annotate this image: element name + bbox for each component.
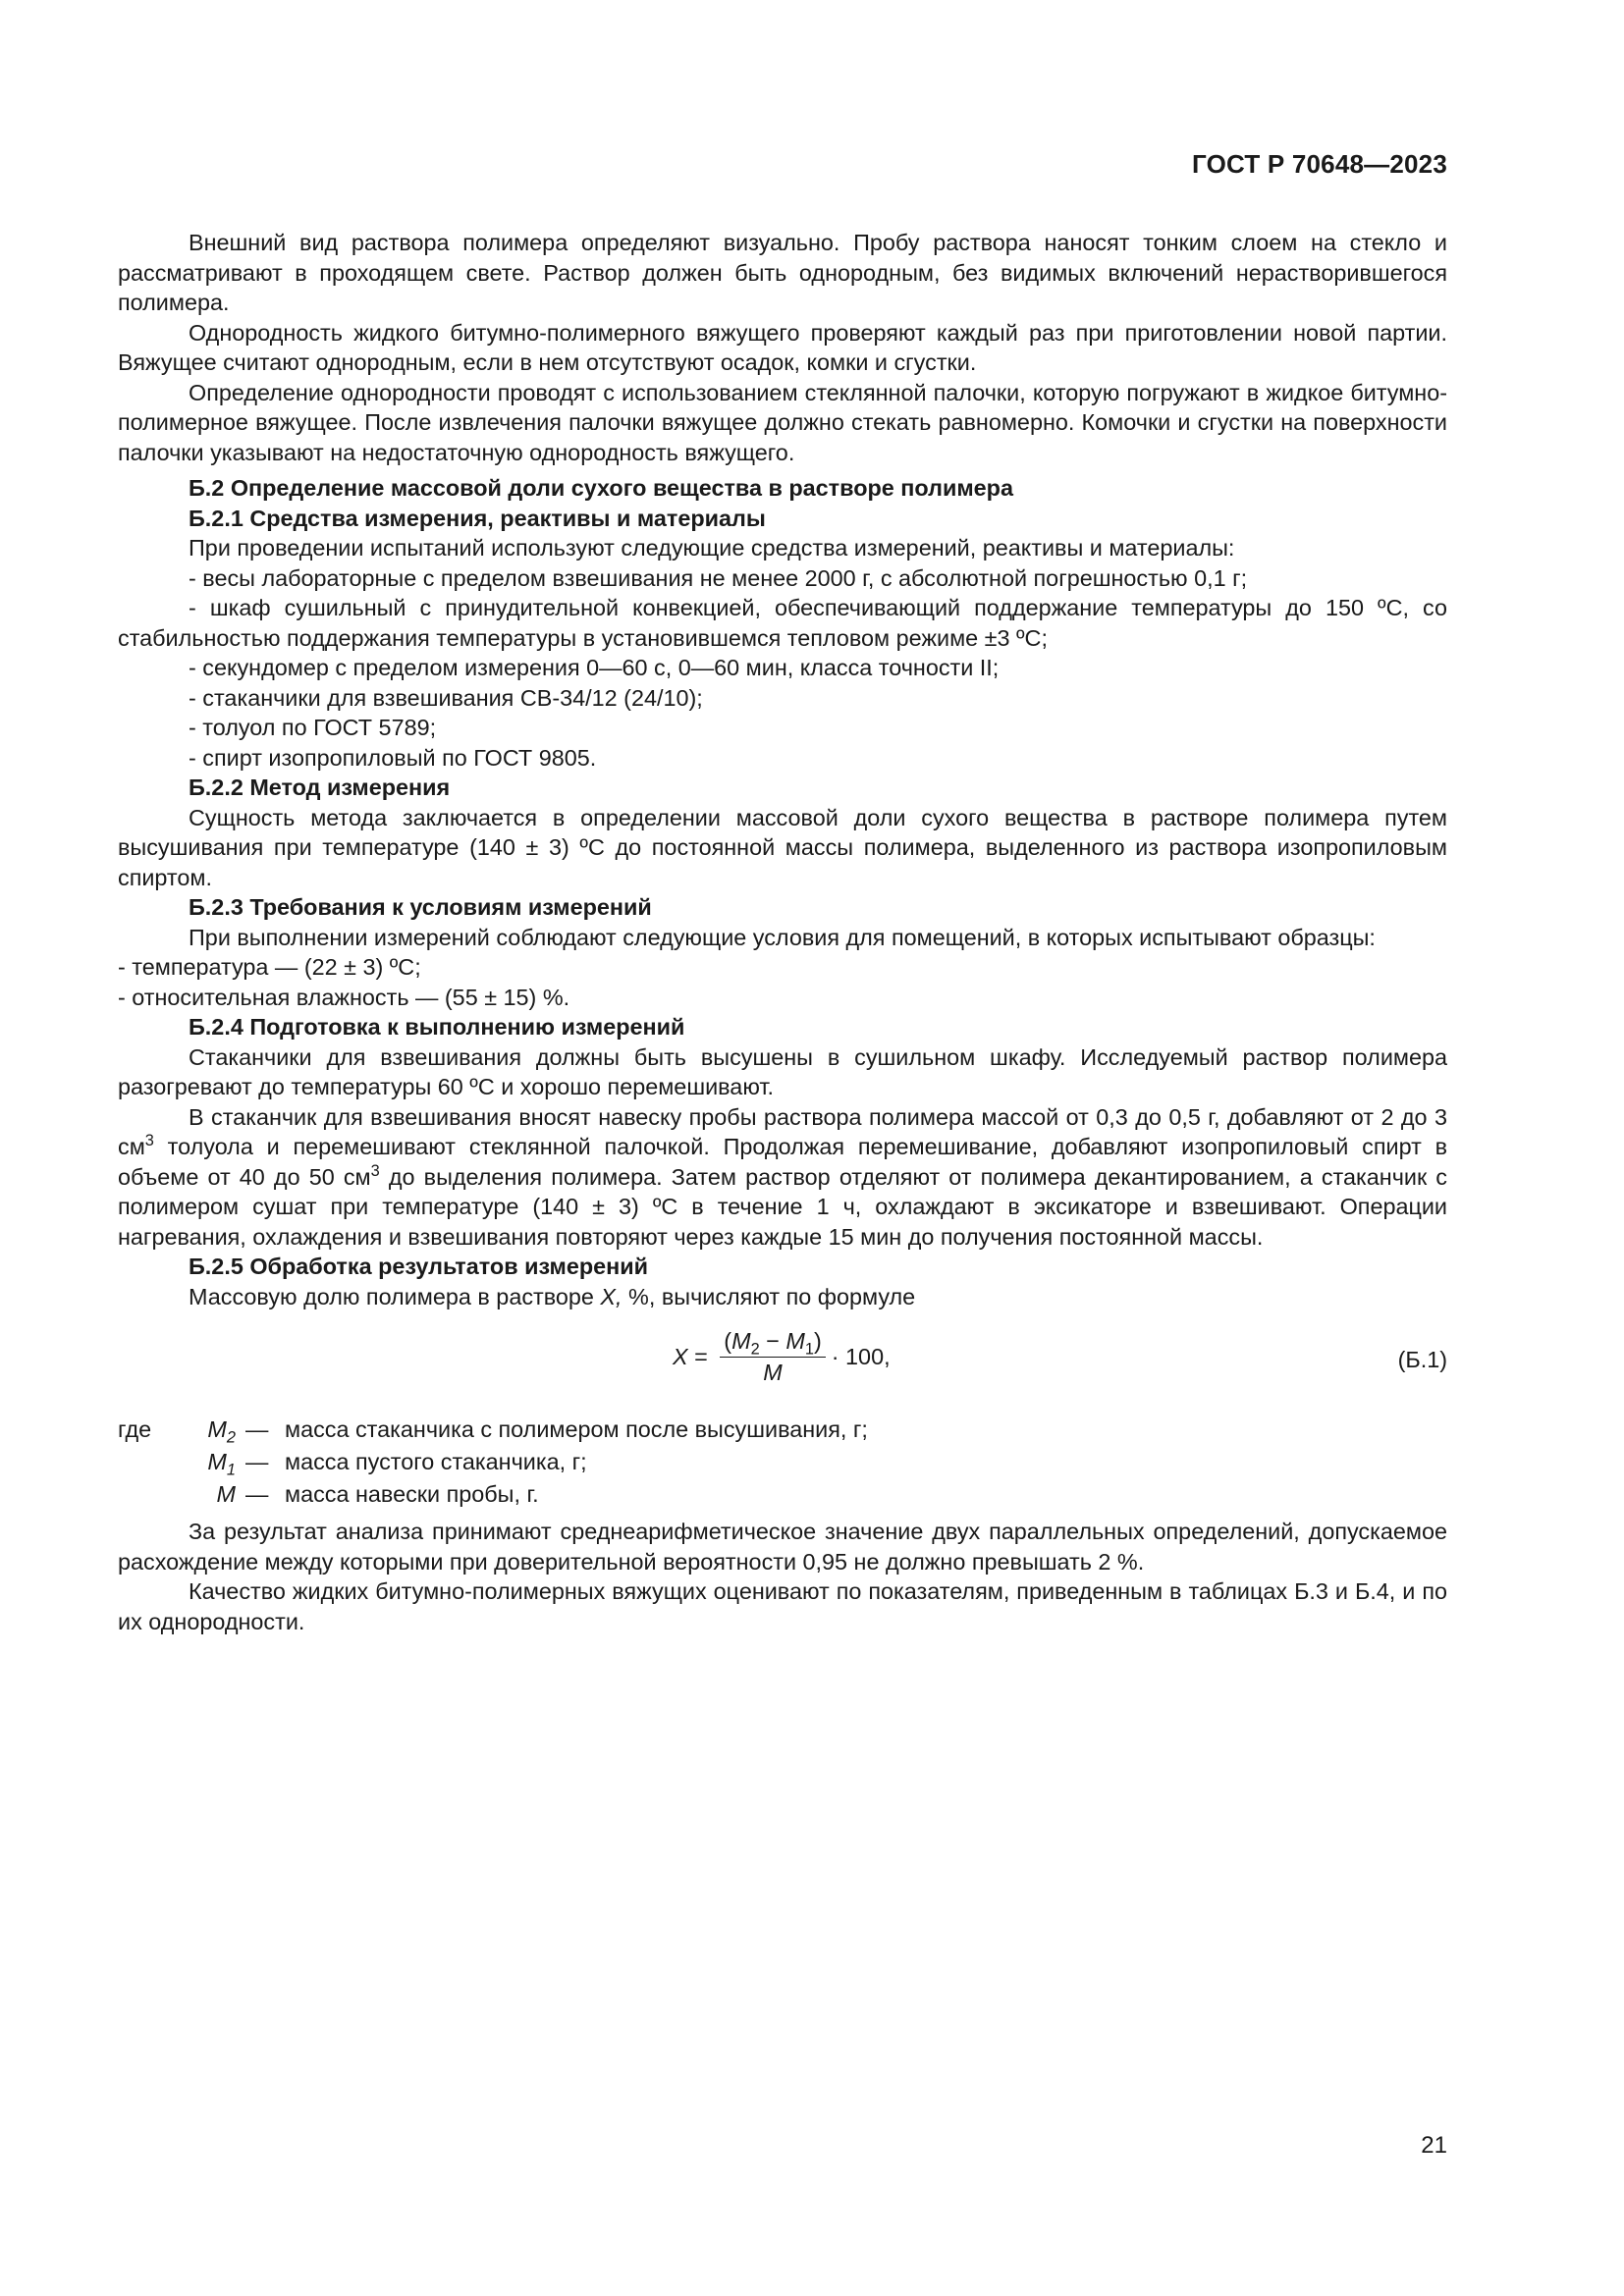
list-item: - шкаф сушильный с принудительной конвекцией, обеспечивающий поддержание температуры до 150 ºС, со стабильностью поддержания температуры в установившемся тепловом режиме ±3 ºС; (118, 595, 1447, 651)
paragraph-result: За результат анализа принимают среднеарифметическое значение двух параллельных определений, допускаемое расхождение между которыми при доверительной вероятности 0,95 не должно превышать 2 %. (118, 1519, 1447, 1575)
paragraph-b21-lead: При проведении испытаний используют следующие средства измерений, реактивы и материалы: (189, 535, 1235, 561)
formula-fraction (720, 1327, 825, 1387)
list-item: - секундомер с пределом измерения 0—60 с, 0—60 мин, класса точности II; (189, 655, 1000, 680)
subsection-heading-b25: Б.2.5 Обработка результатов измерений (189, 1254, 649, 1279)
paragraph-appearance: Внешний вид раствора полимера определяют визуально. Пробу раствора наносят тонким слоем на стекло и рассматривают в проходящем свете. Раствор должен быть однородным, без видимых включений нерастворившегося полимера. (118, 230, 1447, 315)
formula-b1 (118, 1323, 1447, 1398)
formula-denominator: M (763, 1360, 783, 1385)
formula-expression: X = $\frac{(M_2 - M_1)}{M}$ · 100, (673, 1328, 891, 1385)
variable-definition: M — масса навески пробы, г. (216, 1481, 539, 1507)
list-item: - весы лабораторные с пределом взвешивания не менее 2000 г, с абсолютной погрешностью 0,1 г; (189, 564, 1248, 591)
formula-number: (Б.1) (1397, 1347, 1447, 1372)
document-header: ГОСТ Р 70648—2023 (1192, 149, 1447, 179)
list-item: - температура — (22 ± 3) ºС; (118, 954, 421, 980)
paragraph-homogeneity: Однородность жидкого битумно-полимерного вяжущего проверяют каждый раз при приготовлении новой партии. Вяжущее считают однородным, если в нем отсутствуют осадок, комки и сгустки. (118, 319, 1447, 375)
list-item: - толуол по ГОСТ 5789; (189, 715, 437, 740)
paragraph-quality: Качество жидких битумно-полимерных вяжущих оценивают по показателям, приведенным в таблицах Б.3 и Б.4, и по их однородности. (118, 1578, 1447, 1634)
paragraph-b24-drying: Стаканчики для взвешивания должны быть высушены в сушильном шкафу. Исследуемый раствор полимера разогревают до температуры 60 ºС и хорошо перемешивают. (118, 1043, 1447, 1099)
list-item: - относительная влажность — (55 ± 15) %. (118, 984, 570, 1010)
paragraph-b24-procedure: В стаканчик для взвешивания вносят навеску пробы раствора полимера массой от 0,3 до 0,5 г, добавляют от 2 до 3 $см^3$ толуола и перемешивают стеклянной палочкой. Продолжая перемешивание, добавляют изопропиловый спирт в объеме от 40 до 50 $см^3$ до выделения полимера. Затем раствор отделяют от полимера декантированием, а стаканчик с полимером сушат при температуре (140 ± 3) ºС в течение 1 ч, охлаждают в эксикаторе и взвешивают. Операции нагревания, охлаждения и взвешивания повторяют через каждые 15 мин до получения постоянной массы. (118, 1103, 1447, 1250)
paragraph-b23-lead: При выполнении измерений соблюдают следующие условия для помещений, в которых испытывают образцы: (189, 924, 1376, 950)
subsection-heading-b21: Б.2.1 Средства измерения, реактивы и материалы (189, 505, 766, 531)
list-item: - спирт изопропиловый по ГОСТ 9805. (189, 744, 597, 771)
variable-definition: где $M_2$ — масса стаканчика с полимером после высушивания, г; (118, 1416, 868, 1447)
list-item: - стаканчики для взвешивания СВ-34/12 (24/10); (189, 684, 703, 711)
subsection-heading-b22: Б.2.2 Метод измерения (189, 774, 451, 800)
paragraph-b22-method: Сущность метода заключается в определении массовой доли сухого вещества в растворе полимера путем высушивания при температуре (140 ± 3) ºС до постоянной массы полимера, выделенного из раствора изопропиловым спиртом. (118, 804, 1447, 890)
subsection-heading-b23: Б.2.3 Требования к условиям измерений (189, 894, 652, 920)
document-body (118, 228, 1447, 1636)
paragraph-b25-lead: Массовую долю полимера в растворе X, %, вычисляют по формуле (189, 1283, 916, 1309)
subsection-heading-b24: Б.2.4 Подготовка к выполнению измерений (189, 1014, 685, 1040)
variable-definition: $M_1$ — масса пустого стаканчика, г; (207, 1449, 587, 1479)
section-heading-b2: Б.2 Определение массовой доли сухого вещества в растворе полимера (189, 475, 1013, 501)
page-number: 21 (1421, 2132, 1447, 2159)
paragraph-homogeneity-method: Определение однородности проводят с использованием стеклянной палочки, которую погружают в жидкое битумно-полимерное вяжущее. После извлечения палочки вяжущее должно стекать равномерно. Комочки и сгустки на поверхности палочки указывают на недостаточную однородность вяжущего. (118, 379, 1447, 465)
formula-numerator: $(M_2 - M_1)$ (720, 1327, 825, 1358)
